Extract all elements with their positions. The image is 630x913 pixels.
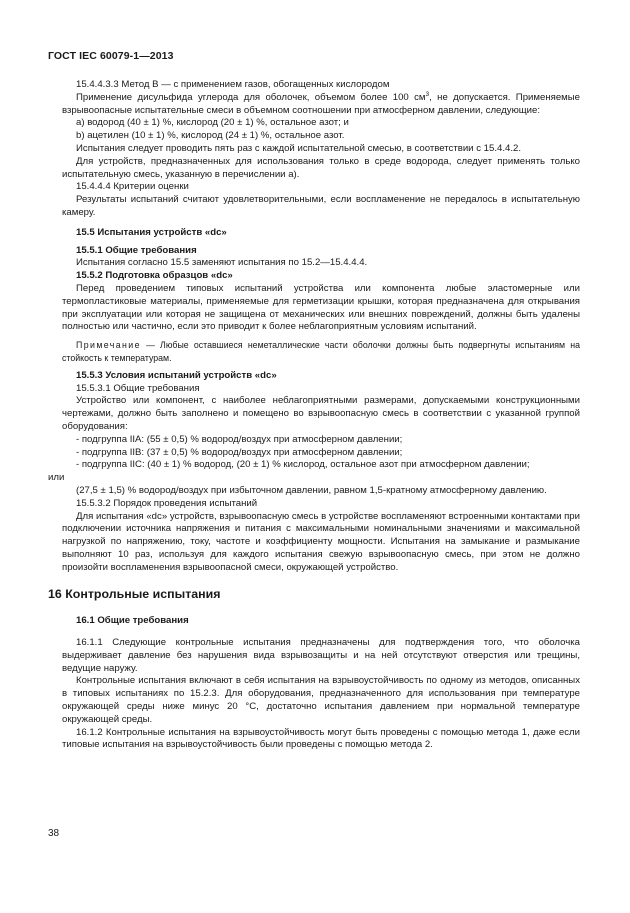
- clause-title: 15.5.3.2 Порядок проведения испытаний: [76, 497, 258, 509]
- paragraph: Испытания следует проводить пять раз с каждой испытательной смесью, в соответствии с 15.4.4.2.: [76, 142, 522, 154]
- document-header: ГОСТ IEC 60079-1—2013: [48, 50, 174, 62]
- section-heading-15-5-2: 15.5.2 Подготовка образцов «dc»: [76, 270, 233, 282]
- list-item: - подгруппа IIC: (40 ± 1) % водород, (20 ± 1) % кислород, остальное азот при атмосферном давлении;: [76, 459, 530, 471]
- paragraph: Контрольные испытания включают в себя испытания на взрывоустойчивость по одному из методов, описанных в типовых испытаниях по 15.2.3. Для оборудования, предназначенного для использования при температуре окружающей среды ниже минус 20 °С, достаточно испытания давлением при нормальной температуре окружающей среды.: [62, 675, 580, 725]
- section-heading-16: 16 Контрольные испытания: [48, 587, 221, 602]
- clause-title: 15.4.4.4 Критерии оценки: [76, 181, 189, 193]
- paragraph: Для испытания «dc» устройств, взрывоопасную смесь в устройстве воспламеняют встроенными контактами при подключении источника напряжения и питания с максимальными номинальными значениями и максимальной нагрузкой по напряжению, току, частоте и коэффициенту мощности. Испытания на замыкание и размыкание выполняют 10 раз, используя для каждого испытания свежую взрывоопасную смесь, при этом не должно произойти воспламенения взрывоопасной смеси, окружающей устройство.: [62, 510, 580, 573]
- paragraph: Перед проведением типовых испытаний устройства или компонента любые эластомерные или термопластиковые материалы, применяемые для герметизации крышки, которая предназначена для открывания при эксплуатации или которая не защищена от механических или внешних повреждений, должны быть удалены полностью или частично, если это приводит к более неблагоприятным условиям испытаний.: [62, 282, 580, 333]
- paragraph: Результаты испытаний считают удовлетворительными, если воспламенение не передалось в испытательную камеру.: [62, 194, 580, 218]
- note-label: Примечание: [76, 340, 141, 351]
- document-body: [48, 79, 580, 752]
- list-item: a) водород (40 ± 1) %, кислород (20 ± 1) %, остальное азот; и: [76, 117, 349, 129]
- list-item: b) ацетилен (10 ± 1) %, кислород (24 ± 1) %, остальное азот.: [76, 130, 345, 142]
- list-item: - подгруппа IIA: (55 ± 0,5) % водород/воздух при атмосферном давлении;: [76, 433, 403, 445]
- section-heading-15-5: 15.5 Испытания устройств «dc»: [76, 226, 227, 238]
- method-b-title: 15.4.4.3.3 Метод В — с применением газов, обогащенных кислородом: [76, 79, 390, 90]
- section-heading-16-1: 16.1 Общие требования: [76, 615, 189, 627]
- clause-title: 15.5.3.1 Общие требования: [76, 382, 200, 394]
- paragraph: Устройство или компонент, с наиболее неблагоприятными размерами, допускаемыми конструкционными чертежами, должно быть заполнено и помещено во взрывоопасную смесь в соответствии с указанной группой оборудования:: [62, 395, 580, 432]
- section-heading-15-5-1: 15.5.1 Общие требования: [76, 244, 197, 256]
- list-item: - подгруппа IIB: (37 ± 0,5) % водород/воздух при атмосферном давлении;: [76, 446, 403, 458]
- page-number: 38: [48, 828, 60, 839]
- paragraph: 16.1.1 Следующие контрольные испытания предназначены для подтверждения того, что оболочка выдерживает давление без нарушения вида взрывозащиты и на ней отсутствуют отверстия или трещины, ведущие наружу.: [62, 637, 580, 674]
- paragraph: Для устройств, предназначенных для использования только в среде водорода, следует применять только испытательную смесь, указанную в перечислении a).: [62, 155, 580, 180]
- note: Примечание — Любые оставшиеся неметаллические части оболочки должны быть подвергнуты испытаниям на стойкость к температурам.: [62, 340, 580, 363]
- paragraph: 16.1.2 Контрольные испытания на взрывоустойчивость могут быть проведены с помощью метода 1, даже если типовые испытания на взрывоустойчивость были проведены с помощью метода 2.: [62, 726, 580, 751]
- paragraph: или: [48, 472, 65, 484]
- paragraph: (27,5 ± 1,5) % водород/воздух при избыточном давлении, равном 1,5-кратному атмосферному давлению.: [76, 484, 547, 496]
- paragraph: Применение дисульфида углерода для оболочек, объемом более 100 $см^3$, не допускается. Применяемые взрывоопасные испытательные смеси в объемном соотношении при атмосферном давлении, следующие:: [62, 90, 580, 116]
- section-heading-15-5-3: 15.5.3 Условия испытаний устройств «dc»: [76, 369, 277, 381]
- paragraph: Испытания согласно 15.5 заменяют испытания по 15.2—15.4.4.4.: [76, 257, 368, 269]
